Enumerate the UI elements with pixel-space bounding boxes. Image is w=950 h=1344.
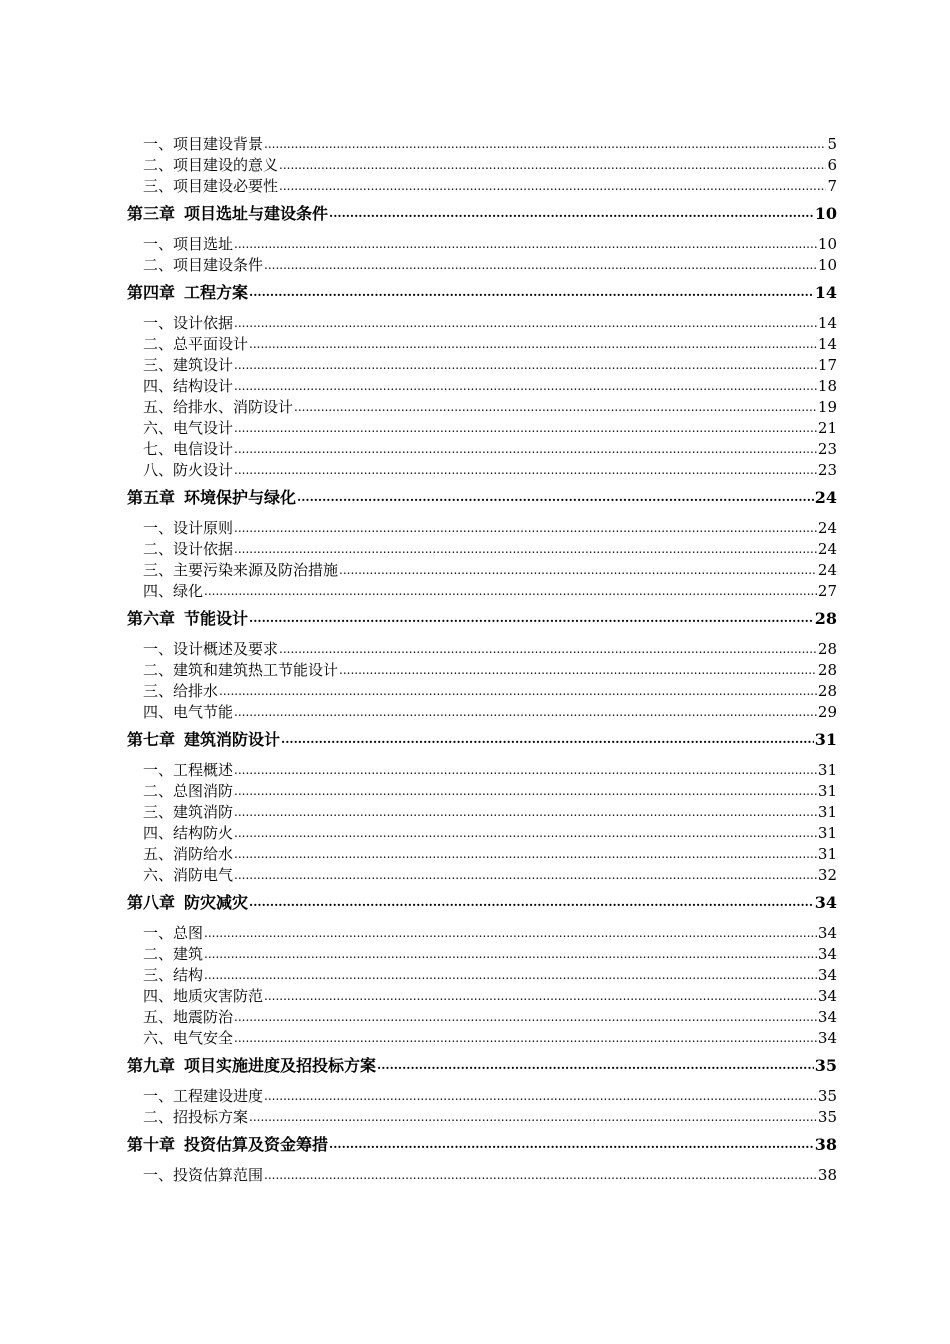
toc-section-entry[interactable] [127,702,837,723]
toc-entry-title [127,608,248,629]
toc-page-number: 17 [817,356,837,374]
toc-page-number: 34 [817,1008,837,1026]
toc-section-entry[interactable] [127,134,837,155]
toc-dot-leader [264,255,817,276]
toc-entry-title: 三、主要污染来源及防治措施 [143,561,339,579]
toc-section-entry[interactable] [127,1028,837,1049]
toc-page-number: 35 [817,1108,837,1126]
toc-page-number: 19 [817,398,837,416]
toc-dot-leader [234,823,817,844]
toc-dot-leader [204,965,817,986]
toc-chapter-entry[interactable] [127,1134,837,1155]
toc-page-number: 23 [817,440,837,458]
toc-chapter-entry[interactable] [127,892,837,913]
toc-entry-title: 七、电信设计 [143,440,234,458]
toc-dot-leader [297,487,814,508]
toc-entry-title: 六、消防电气 [143,866,234,884]
toc-chapter-number: 第五章 [127,488,176,507]
toc-page-number: 34 [817,966,837,984]
toc-page-number: 38 [817,1166,837,1184]
toc-section-entry[interactable] [127,176,837,197]
toc-entry-title: 一、工程建设进度 [143,1087,264,1105]
toc-dot-leader [339,660,817,681]
toc-page-number: 10 [817,256,837,274]
toc-entry-title: 三、项目建设必要性 [143,177,279,195]
toc-section-entry[interactable] [127,802,837,823]
toc-page-number: 24 [817,519,837,537]
toc-page-number: 35 [814,1056,837,1075]
toc-entry-title [127,892,248,913]
toc-chapter-entry[interactable] [127,608,837,629]
toc-dot-leader [234,1028,817,1049]
toc-dot-leader [234,539,817,560]
toc-entry-title: 三、建筑消防 [143,803,234,821]
toc-entry-title: 四、电气节能 [143,703,234,721]
toc-page-number: 14 [817,335,837,353]
toc-page-number: 31 [817,845,837,863]
toc-page-number: 31 [817,761,837,779]
toc-chapter-number: 第十章 [127,1135,176,1154]
toc-page-number: 31 [817,782,837,800]
toc-dot-leader [377,1055,814,1076]
toc-dot-leader [264,1086,817,1107]
toc-dot-leader [329,203,814,224]
toc-page-number: 31 [817,824,837,842]
toc-entry-title: 四、结构设计 [143,377,234,395]
toc-section-entry[interactable] [127,1007,837,1028]
toc-chapter-title: 环境保护与绿化 [184,488,297,507]
toc-page-number: 34 [814,893,837,912]
toc-page-number: 31 [814,730,837,749]
toc-section-entry[interactable] [127,439,837,460]
toc-entry-title: 五、地震防治 [143,1008,234,1026]
toc-page-number: 29 [817,703,837,721]
toc-page-number: 10 [814,204,837,223]
toc-page-number: 38 [814,1135,837,1154]
toc-page-number: 23 [817,461,837,479]
toc-chapter-entry[interactable] [127,203,837,224]
table-of-contents [127,134,837,1186]
toc-dot-leader [294,397,817,418]
toc-dot-leader [279,155,826,176]
toc-dot-leader [234,1007,817,1028]
toc-entry-title: 六、电气设计 [143,419,234,437]
toc-chapter-number: 第九章 [127,1056,176,1075]
toc-dot-leader [249,1107,817,1128]
toc-entry-title: 一、投资估算范围 [143,1166,264,1184]
toc-dot-leader [264,986,817,1007]
toc-entry-title: 二、建筑和建筑热工节能设计 [143,661,339,679]
toc-page-number: 14 [817,314,837,332]
toc-chapter-number: 第七章 [127,730,176,749]
toc-section-entry[interactable] [127,1165,837,1186]
toc-entry-title: 六、电气安全 [143,1029,234,1047]
toc-section-entry[interactable] [127,660,837,681]
toc-entry-title: 一、总图 [143,924,204,942]
toc-entry-title [127,729,280,750]
toc-dot-leader [279,176,826,197]
toc-section-entry[interactable] [127,460,837,481]
toc-entry-title: 一、设计原则 [143,519,234,537]
toc-chapter-entry[interactable] [127,729,837,750]
toc-section-entry[interactable] [127,781,837,802]
toc-chapter-title: 防灾减灾 [184,893,249,912]
toc-dot-leader [329,1134,814,1155]
toc-page-number: 34 [817,987,837,1005]
toc-chapter-number: 第六章 [127,609,176,628]
toc-page-number: 34 [817,1029,837,1047]
toc-page-number: 28 [817,640,837,658]
toc-chapter-number: 第三章 [127,204,176,223]
toc-page-number: 34 [817,924,837,942]
toc-chapter-title: 项目实施进度及招投标方案 [184,1056,377,1075]
toc-section-entry[interactable] [127,823,837,844]
toc-chapter-title: 工程方案 [184,283,249,302]
toc-section-entry[interactable] [127,518,837,539]
toc-dot-leader [204,923,817,944]
toc-entry-title: 三、给排水 [143,682,219,700]
toc-section-entry[interactable] [127,418,837,439]
toc-section-entry[interactable] [127,355,837,376]
toc-dot-leader [264,1165,817,1186]
toc-entry-title: 四、结构防火 [143,824,234,842]
toc-section-entry[interactable] [127,234,837,255]
toc-dot-leader [234,460,817,481]
toc-entry-title: 五、给排水、消防设计 [143,398,294,416]
toc-dot-leader [234,844,817,865]
toc-section-entry[interactable] [127,313,837,334]
toc-page-number: 6 [827,156,837,174]
toc-entry-title [127,203,328,224]
toc-dot-leader [264,134,826,155]
toc-page-number: 14 [814,283,837,302]
toc-dot-leader [234,760,817,781]
toc-entry-title: 一、设计概述及要求 [143,640,279,658]
toc-dot-leader [234,418,817,439]
toc-page-number: 24 [817,540,837,558]
toc-chapter-title: 节能设计 [184,609,249,628]
toc-chapter-entry[interactable] [127,487,837,508]
toc-page-number: 32 [817,866,837,884]
toc-page-number: 28 [814,609,837,628]
toc-dot-leader [339,560,817,581]
toc-chapter-entry[interactable] [127,282,837,303]
toc-section-entry[interactable] [127,1107,837,1128]
toc-section-entry[interactable] [127,639,837,660]
toc-dot-leader [249,282,814,303]
toc-entry-title: 三、建筑设计 [143,356,234,374]
toc-entry-title: 二、招投标方案 [143,1108,249,1126]
toc-entry-title: 二、项目建设的意义 [143,156,279,174]
toc-section-entry[interactable] [127,397,837,418]
toc-section-entry[interactable] [127,944,837,965]
toc-dot-leader [234,313,817,334]
toc-dot-leader [234,234,817,255]
toc-page-number: 31 [817,803,837,821]
toc-section-entry[interactable] [127,334,837,355]
toc-dot-leader [249,608,814,629]
toc-entry-title: 一、项目建设背景 [143,135,264,153]
toc-dot-leader [234,802,817,823]
toc-entry-title [127,1055,376,1076]
toc-chapter-number: 第八章 [127,893,176,912]
toc-section-entry[interactable] [127,844,837,865]
toc-entry-title: 一、工程概述 [143,761,234,779]
toc-dot-leader [234,355,817,376]
toc-section-entry[interactable] [127,560,837,581]
toc-dot-leader [204,944,817,965]
toc-entry-title: 八、防火设计 [143,461,234,479]
toc-page-number: 27 [817,582,837,600]
toc-chapter-entry[interactable] [127,1055,837,1076]
toc-page-number: 34 [817,945,837,963]
toc-section-entry[interactable] [127,986,837,1007]
toc-section-entry[interactable] [127,760,837,781]
toc-page-number: 28 [817,682,837,700]
toc-dot-leader [234,865,817,886]
toc-section-entry[interactable] [127,539,837,560]
toc-section-entry[interactable] [127,581,837,602]
toc-chapter-number: 第四章 [127,283,176,302]
toc-section-entry[interactable] [127,376,837,397]
toc-entry-title: 五、消防给水 [143,845,234,863]
toc-chapter-title: 建筑消防设计 [184,730,281,749]
toc-entry-title: 四、绿化 [143,582,204,600]
toc-entry-title [127,282,248,303]
toc-page-number: 10 [817,235,837,253]
toc-dot-leader [249,334,817,355]
toc-entry-title: 二、总图消防 [143,782,234,800]
toc-entry-title: 三、结构 [143,966,204,984]
toc-dot-leader [234,439,817,460]
toc-section-entry[interactable] [127,965,837,986]
toc-page-number: 5 [827,135,837,153]
toc-dot-leader [234,376,817,397]
toc-entry-title: 一、设计依据 [143,314,234,332]
toc-section-entry[interactable] [127,155,837,176]
toc-chapter-title: 项目选址与建设条件 [184,204,329,223]
toc-page-number: 7 [827,177,837,195]
toc-section-entry[interactable] [127,255,837,276]
toc-page-number: 28 [817,661,837,679]
toc-entry-title: 二、总平面设计 [143,335,249,353]
toc-section-entry[interactable] [127,681,837,702]
toc-page-number: 35 [817,1087,837,1105]
toc-entry-title: 二、设计依据 [143,540,234,558]
toc-dot-leader [281,729,814,750]
toc-entry-title [127,487,296,508]
toc-entry-title [127,1134,328,1155]
toc-section-entry[interactable] [127,1086,837,1107]
toc-section-entry[interactable] [127,865,837,886]
toc-page-number: 21 [817,419,837,437]
toc-chapter-title: 投资估算及资金筹措 [184,1135,329,1154]
toc-entry-title: 一、项目选址 [143,235,234,253]
toc-page-number: 18 [817,377,837,395]
toc-entry-title: 二、建筑 [143,945,204,963]
toc-dot-leader [234,518,817,539]
toc-dot-leader [279,639,817,660]
toc-dot-leader [219,681,817,702]
toc-dot-leader [234,702,817,723]
toc-entry-title: 四、地质灾害防范 [143,987,264,1005]
toc-dot-leader [234,781,817,802]
toc-dot-leader [204,581,817,602]
toc-page-number: 24 [817,561,837,579]
toc-page-number: 24 [814,488,837,507]
toc-dot-leader [249,892,814,913]
toc-entry-title: 二、项目建设条件 [143,256,264,274]
toc-section-entry[interactable] [127,923,837,944]
